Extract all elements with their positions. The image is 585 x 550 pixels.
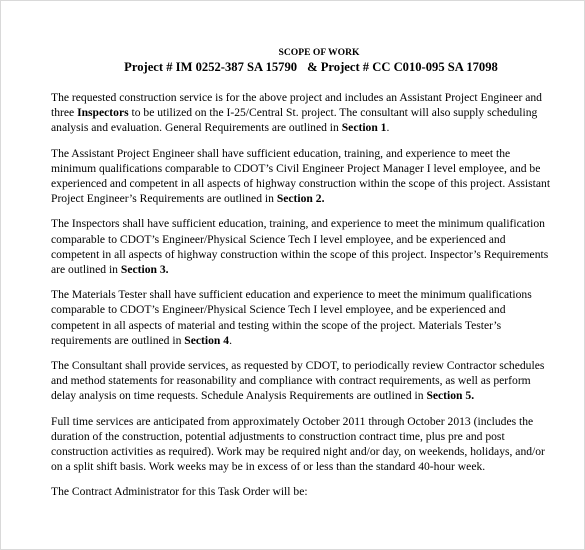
paragraph-assistant-engineer-text: The Assistant Project Engineer shall have sufficient education, training, and experience to meet the minimum qualifications comparable to CDOT’s Civil Engineer Project Manager I level employee, and be experienced and competent in all aspects of highway construction within the scope of this project. Assistant Project Engineer’s Requirements are outlined in: [51, 146, 551, 206]
section-1-reference: Section 1: [341, 121, 387, 135]
paragraph-inspectors-text: The Inspectors shall have sufficient education, training, and experience to meet the minimum qualification comparable to CDOT’s Engineer/Physical Science Tech I level employee, and be experienced and competent in all aspects of highway construction within the scope of this project. Inspector’s Requirements are outlined in: [51, 217, 549, 277]
paragraph-materials-tester-period: .: [229, 333, 232, 347]
scope-of-work-heading: SCOPE OF WORK: [278, 47, 360, 58]
paragraph-intro-text-2: to be utilized on the I-25/Central St. project. The consultant will also supply scheduling analysis and evaluation. General Requirements are outlined in: [51, 106, 538, 135]
project-numbers-heading: [71, 59, 551, 75]
paragraph-materials-tester-text: The Materials Tester shall have sufficient education and experience to meet the minimum qualifications comparable to CDOT’s Engineer/Physical Science Tech I level employee, and be experienced and competent in all aspects of material and testing within the scope of the project. Materials Tester’s requirements are outlined in: [51, 288, 532, 347]
paragraph-intro-bold-inspectors: Inspectors: [77, 106, 129, 120]
document-body: [51, 46, 551, 500]
paragraph-assistant-engineer: [51, 146, 551, 207]
paragraph-intro-text-1: The requested construction service is for the above project and includes an Assistant Project Engineer and three: [51, 91, 542, 120]
project-number-1: Project # IM 0252-387 SA 15790: [124, 60, 298, 74]
section-3-reference: Section 3.: [120, 263, 169, 277]
section-5-reference: Section 5.: [426, 389, 475, 403]
paragraph-intro: [51, 90, 551, 136]
section-2-reference: Section 2.: [276, 192, 325, 206]
paragraph-consultant-services-text: The Consultant shall provide services, as requested by CDOT, to periodically review Contractor schedules and method statements for reasonability and compliance with contract requirements, as well as perform delay analysis on time requests. Schedule Analysis Requirements are outlined in: [51, 359, 545, 403]
project-number-2: & Project # CC C010-095 SA 17098: [307, 60, 498, 74]
paragraph-contract-administrator: The Contract Administrator for this Task Order will be:: [51, 485, 308, 499]
section-4-reference: Section 4: [184, 333, 230, 347]
paragraph-inspectors: [51, 216, 551, 277]
paragraph-intro-text-3: .: [386, 121, 390, 135]
paragraph-materials-tester: [51, 287, 551, 348]
paragraph-full-time-services: Full time services are anticipated from approximately October 2011 through October 2013 (includes the duration of the construction, potential adjustments to construction contract time, plus pre and post construction activities as required). Work may be required night and/or day, on weekends, holidays, and/or on a split shift basis. Work weeks may be in excess of or less than the standard 40-hour week.: [51, 414, 545, 474]
paragraph-consultant-services: [51, 358, 551, 404]
